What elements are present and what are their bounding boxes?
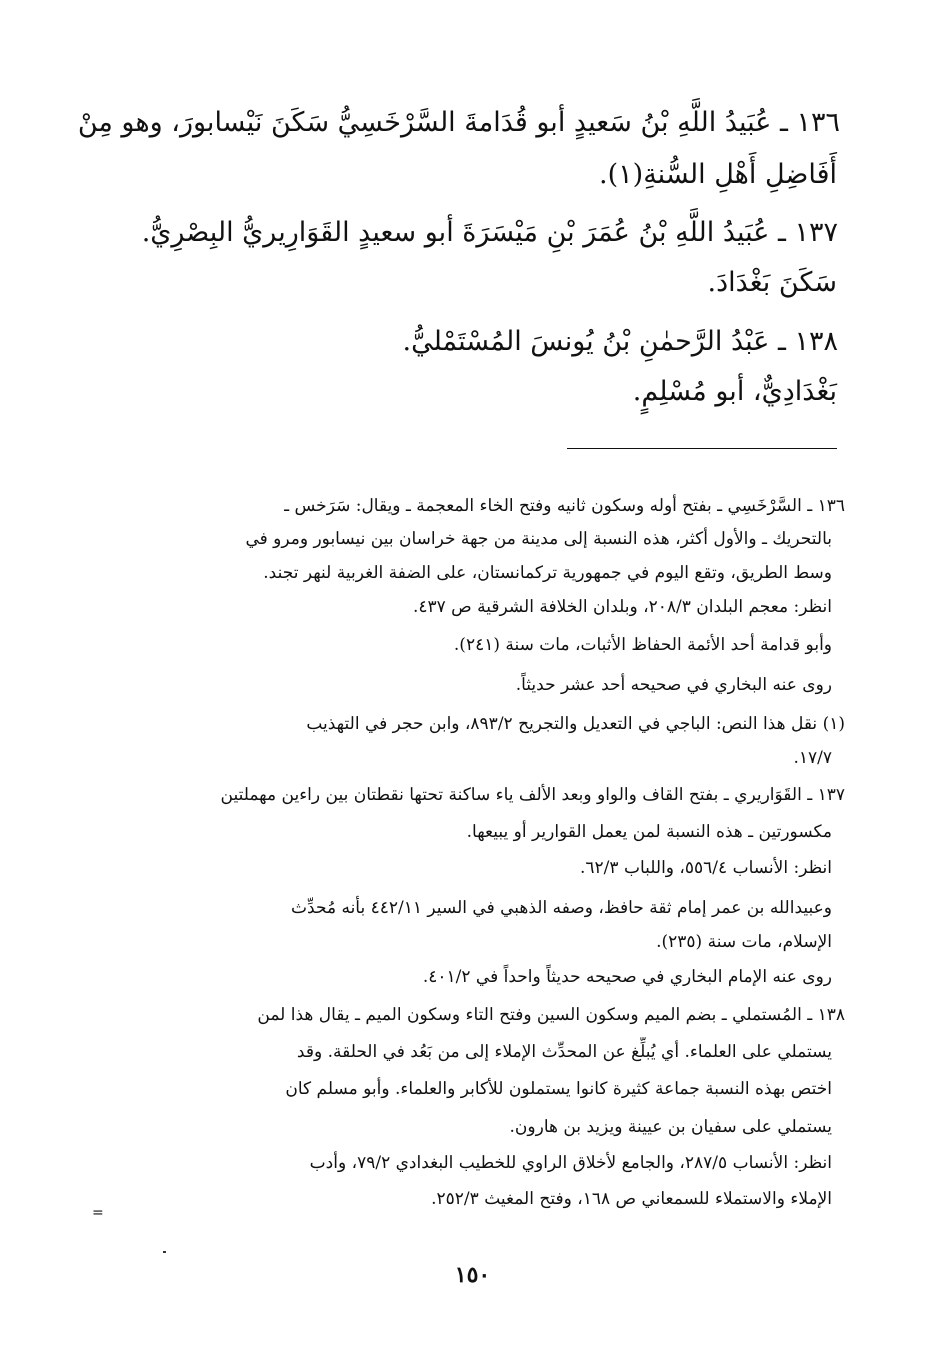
footnote-137-line-6: روى عنه الإمام البخاري في صحيحه حديثاً واحداً في ٤٠١/٢. (422, 967, 832, 987)
footnote-1-line-1: (١) نقل هذا النص: الباجي في التعديل والتجريح ٨٩٣/٢، وابن حجر في التهذيب (306, 714, 845, 734)
footnote-137-line-2: مكسورتين ـ هذه النسبة لمن يعمل القوارير أو يبيعها. (466, 822, 832, 842)
footnote-138-line-1: ١٣٨ ـ المُستملي ـ بضم الميم وسكون السين وفتح التاء وسكون الميم ـ يقال هذا لمن (257, 1005, 845, 1025)
print-speck (163, 1251, 166, 1253)
entry-137-line-1: ١٣٧ ـ عُبَيدُ اللَّهِ بْنُ عُمَرَ بْنِ مَيْسَرَةَ أبو سعيدٍ القَوَارِيريُّ البِصْرِيُّ. (141, 217, 838, 248)
footnote-137-line-3: انظر: الأنساب ٥٥٦/٤، واللباب ٦٢/٣. (580, 858, 832, 878)
entry-138-line-2: بَغْدَادِيٌّ، أبو مُسْلِمٍ. (632, 376, 837, 407)
entry-138-line-1: ١٣٨ ـ عَبْدُ الرَّحمٰنِ بْنُ يُونسَ المُسْتَمْليُّ. (402, 326, 838, 357)
entry-136-line-1: ١٣٦ ـ عُبَيدُ اللَّهِ بْنُ سَعيدٍ أبو قُدَامةَ السَّرْخَسِيُّ سَكَنَ نَيْسابورَ، وهو مِنْ (77, 107, 840, 138)
footnote-137-line-1: ١٣٧ ـ القَوَاريري ـ بفتح القاف والواو وبعد الألف ياء ساكنة تحتها نقطتان بين راءين مهملتين (220, 785, 845, 805)
continuation-mark: = (92, 1205, 104, 1221)
footnote-138-line-2: يستملي على العلماء. أي يُبلِّغ عن المحدِّث الإملاء إلى من بَعُد في الحلقة. وقد (296, 1042, 832, 1062)
page-number: ١٥٠ (454, 1262, 491, 1288)
footnote-138-line-3: اختص بهذه النسبة جماعة كثيرة كانوا يستملون للأكابر والعلماء. وأبو مسلم كان (285, 1079, 832, 1099)
entry-136-line-2: أَفَاضِلِ أَهْلِ السُّنةِ(١). (599, 159, 837, 190)
footnote-136-line-4: انظر: معجم البلدان ٢٠٨/٣، وبلدان الخلافة الشرقية ص ٤٣٧. (412, 597, 832, 617)
footnote-138-line-5: انظر: الأنساب ٢٨٧/٥، والجامع لأخلاق الراوي للخطيب البغدادي ٧٩/٢، وأدب (309, 1153, 832, 1173)
footnote-137-line-5: الإسلام، مات سنة (٢٣٥). (656, 932, 832, 952)
footnote-separator-rule (567, 448, 837, 449)
footnote-136-line-2: بالتحريك ـ والأول أكثر، هذه النسبة إلى مدينة من جهة خراسان بين نيسابور ومرو في (245, 529, 832, 549)
footnote-136-line-6: روى عنه البخاري في صحيحه أحد عشر حديثاً. (515, 675, 832, 695)
footnote-1-line-2: ١٧/٧. (793, 748, 832, 768)
footnote-137-line-4: وعبيدالله بن عمر إمام ثقة حافظ، وصفه الذهبي في السير ٤٤٢/١١ بأنه مُحدِّث (291, 898, 832, 918)
footnote-138-line-4: يستملي على سفيان بن عيينة ويزيد بن هارون. (509, 1117, 832, 1137)
footnote-138-line-6: الإملاء والاستملاء للسمعاني ص ١٦٨، وفتح المغيث ٢٥٢/٣. (431, 1189, 832, 1209)
footnote-136-line-5: وأبو قدامة أحد الأئمة الحفاظ الأثبات، مات سنة (٢٤١). (453, 635, 832, 655)
footnote-136-line-3: وسط الطريق، وتقع اليوم في جمهورية تركمانستان، على الضفة الغربية لنهر تجند. (263, 563, 832, 583)
footnote-136-line-1: ١٣٦ ـ السَّرْخَسِي ـ بفتح أوله وسكون ثانيه وفتح الخاء المعجمة ـ ويقال: سَرَخس ـ (284, 496, 845, 516)
entry-137-line-2: سَكَنَ بَغْدَادَ. (707, 267, 837, 298)
